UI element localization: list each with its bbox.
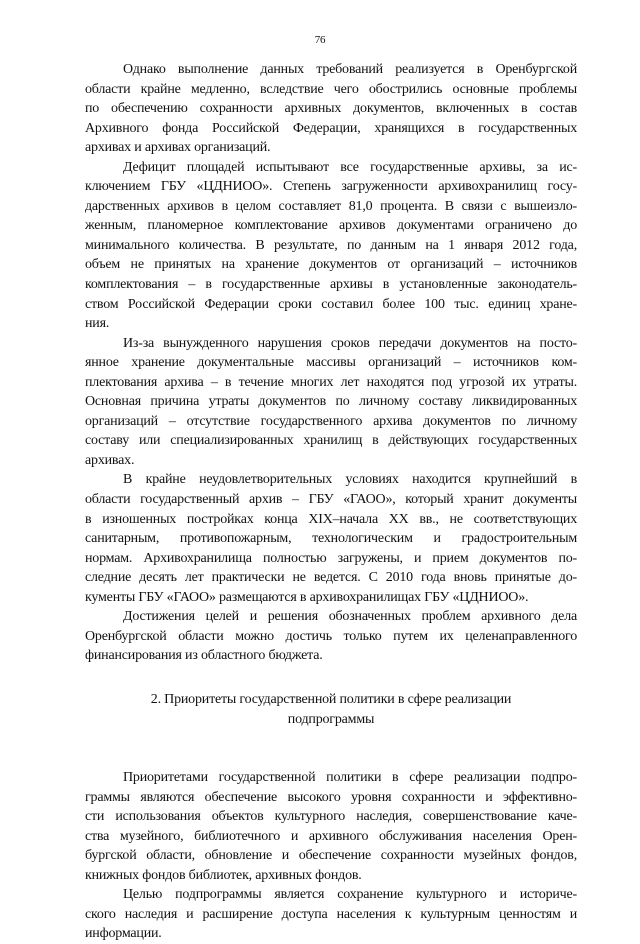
- text-line: комплектования – в государственные архивы в установленные законодатель-: [85, 277, 577, 293]
- text-line: женным, планомерное комплектование архивов документами ограничено до: [85, 218, 577, 234]
- paragraph: [85, 158, 577, 334]
- text-line: ства музейного, библиотечного и архивного обслуживания населения Орен-: [85, 828, 577, 844]
- text-line: финансирования из областного бюджета.: [85, 648, 323, 664]
- text-line: по обеспечению сохранности архивных документов, включенных в состав: [85, 101, 577, 117]
- paragraph: [85, 607, 577, 666]
- text-line: бургской области, обновление и обеспечение сохранности музейных фондов,: [85, 848, 577, 864]
- page-number: 76: [314, 34, 326, 46]
- text-line: в изношенных постройках конца XIX–начала XX вв., не соответствующих: [85, 511, 577, 527]
- section-problems: [85, 60, 577, 666]
- text-line: информации.: [85, 926, 162, 942]
- text-line: минимального количества. В результате, по данным на 1 января 2012 года,: [85, 237, 577, 253]
- text-line: Приоритетами государственной политики в сфере реализации подпро-: [123, 769, 577, 785]
- text-line: области государственный архив – ГБУ «ГАОО», который хранит документы: [85, 492, 577, 508]
- paragraph: [85, 60, 577, 158]
- text-line: организаций – отсутствие государственного архива документов по личному: [85, 413, 577, 429]
- text-line: граммы являются обеспечение высокого уровня сохранности и эффективно-: [85, 789, 577, 805]
- text-line: объем не принятых на хранение документов от организаций – источников: [85, 257, 577, 273]
- text-line: ния.: [85, 316, 110, 332]
- text-line: нормам. Архивохранилища полностью загружены, и прием документов по-: [85, 550, 577, 566]
- text-line: Однако выполнение данных требований реализуется в Оренбургской: [123, 62, 577, 77]
- text-line: Целью подпрограммы является сохранение культурного и историче-: [123, 887, 577, 903]
- paragraph: [85, 334, 577, 471]
- paragraph: [85, 885, 577, 944]
- text-line: ского наследия и расширение доступа населения к культурным ценностям и: [85, 906, 577, 922]
- text-line: архивах и архивах организаций.: [85, 140, 271, 156]
- text-line: Достижения целей и решения обозначенных проблем архивного дела: [123, 609, 577, 625]
- text-line: Основная причина утраты документов по личному составу ликвидированных: [85, 394, 577, 410]
- text-line: сти использования объектов культурного наследия, совершенствование каче-: [85, 809, 577, 825]
- text-line: ством Российской Федерации сроки составил более 100 тыс. единиц хране-: [85, 296, 577, 312]
- text-line: Из-за вынужденного нарушения сроков передачи документов на посто-: [123, 335, 577, 351]
- text-line: следние десять лет практически не ведется. С 2010 года вновь принятые до-: [85, 570, 577, 586]
- paragraph: [85, 768, 577, 885]
- text-line: книжных фондов библиотек, архивных фондов.: [85, 867, 362, 883]
- text-line: Дефицит площадей испытывают все государственные архивы, за ис-: [123, 159, 577, 175]
- text-line: санитарным, противопожарным, технологическим и градостроительным: [85, 531, 577, 547]
- heading-line: подпрограммы: [287, 711, 375, 727]
- text-line: Оренбургской области можно достичь только путем их целенаправленного: [85, 628, 577, 644]
- text-line: кументы ГБУ «ГАОО» размещаются в архивохранилищах ГБУ «ЦДНИОО».: [85, 589, 529, 605]
- paragraph: [85, 470, 577, 607]
- section-heading: [85, 690, 577, 730]
- text-line: архивах.: [85, 452, 135, 468]
- heading-line: 2. Приоритеты государственной политики в сфере реализации: [150, 691, 512, 707]
- text-line: области крайне медленно, вследствие чего обострились основные проблемы: [85, 81, 577, 97]
- text-line: ключением ГБУ «ЦДНИОО». Степень загруженности архивохранилищ госу-: [85, 179, 577, 195]
- text-line: янное хранение документальные массивы организаций – источников ком-: [85, 355, 577, 371]
- text-line: Архивного фонда Российской Федерации, хранящихся в государственных: [85, 120, 577, 136]
- text-line: составу или специализированных хранилищ в действующих государственных: [85, 433, 577, 449]
- text-line: В крайне неудовлетворительных условиях находится крупнейший в: [123, 472, 577, 488]
- section-priorities: [85, 768, 577, 944]
- document-body: [85, 60, 577, 944]
- text-line: плектования архива – в течение многих лет находятся под угрозой их утраты.: [85, 374, 577, 390]
- text-line: дарственных архивов в целом составляет 81,0 процента. В связи с вышеизло-: [85, 198, 577, 214]
